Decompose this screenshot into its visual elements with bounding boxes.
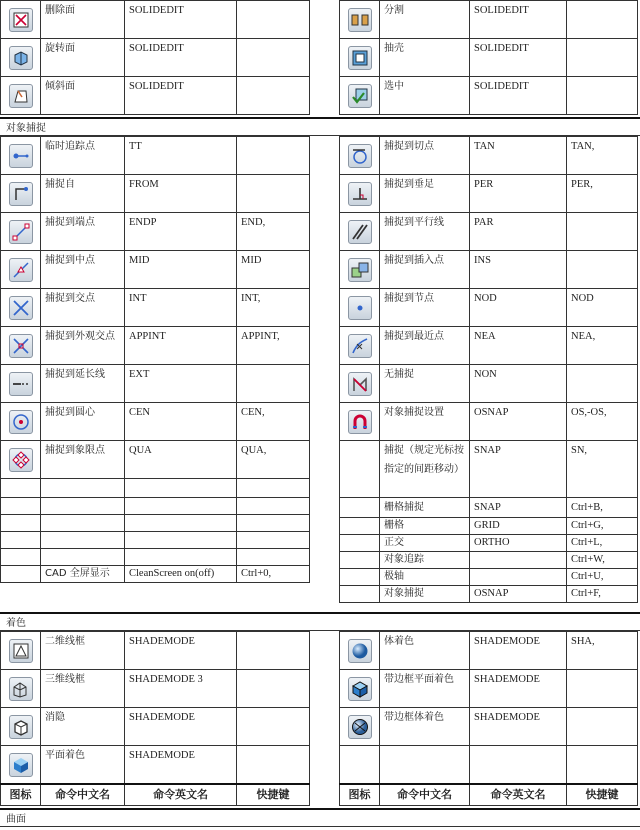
command-en-name: [470, 552, 567, 569]
snap-perpendicular-icon: [348, 182, 372, 206]
icon-cell: [1, 251, 41, 289]
command-en-name: ORTHO: [470, 535, 567, 552]
command-cn-name: [41, 549, 125, 566]
command-table: [339, 136, 638, 603]
shortcut: [237, 39, 310, 77]
command-cn-name: 分割: [380, 1, 470, 39]
table-row: [1, 77, 310, 115]
table-row: [340, 670, 638, 708]
icon-cell: [340, 327, 380, 365]
command-en-name: SHADEMODE: [470, 632, 567, 670]
command-cn-name: 带边框体着色: [380, 708, 470, 746]
table-row: [1, 479, 310, 498]
icon-cell: [340, 670, 380, 708]
command-en-name: [470, 569, 567, 586]
table-row: [340, 327, 638, 365]
icon-cell: [340, 289, 380, 327]
3d-wireframe-icon: [9, 677, 33, 701]
snap-quadrant-icon: [9, 448, 33, 472]
shortcut: APPINT,: [237, 327, 310, 365]
icon-cell: [340, 365, 380, 403]
icon-cell: [340, 708, 380, 746]
column-header: 快捷键: [567, 784, 638, 806]
table-row: [1, 746, 310, 785]
table-row: [1, 670, 310, 708]
icon-cell: [1, 365, 41, 403]
shortcut: NEA,: [567, 327, 638, 365]
table-row: [340, 498, 638, 518]
section-title-shade: 着色: [0, 612, 640, 631]
icon-cell: [1, 403, 41, 441]
shortcut: SN,: [567, 441, 638, 498]
shortcut: [567, 746, 638, 785]
shortcut: [237, 1, 310, 39]
command-en-name: APPINT: [125, 327, 237, 365]
command-cn-name: 极轴: [380, 569, 470, 586]
icon-cell: [340, 518, 380, 535]
temp-track-icon: [9, 144, 33, 168]
shortcut: CEN,: [237, 403, 310, 441]
command-en-name: SHADEMODE 3: [125, 670, 237, 708]
command-cn-name: 倾斜面: [41, 77, 125, 115]
icon-cell: [340, 1, 380, 39]
table-row: [1, 403, 310, 441]
shortcut: [237, 137, 310, 175]
command-en-name: TAN: [470, 137, 567, 175]
icon-cell: [340, 746, 380, 785]
snap-tangent-icon: [348, 144, 372, 168]
command-en-name: SOLIDEDIT: [470, 39, 567, 77]
shortcut: [237, 498, 310, 515]
command-en-name: NON: [470, 365, 567, 403]
command-en-name: SOLIDEDIT: [470, 77, 567, 115]
table-row: [340, 552, 638, 569]
icon-cell: [340, 403, 380, 441]
icon-cell: [1, 746, 41, 785]
shortcut: PER,: [567, 175, 638, 213]
command-en-name: MID: [125, 251, 237, 289]
command-en-name: [125, 479, 237, 498]
icon-cell: [340, 441, 380, 498]
shortcut: Ctrl+W,: [567, 552, 638, 569]
shortcut: TAN,: [567, 137, 638, 175]
icon-cell: [340, 632, 380, 670]
command-cn-name: [41, 479, 125, 498]
icon-cell: [1, 632, 41, 670]
command-cn-name: 对象捕捉: [380, 586, 470, 603]
table-row: [340, 251, 638, 289]
command-cn-name: 捕捉到切点: [380, 137, 470, 175]
snap-parallel-icon: [348, 220, 372, 244]
table-row: [1, 1, 310, 39]
column-header: 命令中文名: [380, 784, 470, 806]
command-en-name: [125, 515, 237, 532]
shortcut: [567, 670, 638, 708]
section-title-osnap: 对象捕捉: [0, 117, 640, 136]
table-row: [340, 746, 638, 785]
icon-cell: [340, 39, 380, 77]
snap-none-icon: [348, 372, 372, 396]
shortcut: Ctrl+0,: [237, 566, 310, 583]
table-row: [340, 137, 638, 175]
command-cn-name: 带边框平面着色: [380, 670, 470, 708]
icon-cell: [340, 213, 380, 251]
command-cn-name: 对象追踪: [380, 552, 470, 569]
osnap-settings-icon: [348, 410, 372, 434]
command-cn-name: 栅格捕捉: [380, 498, 470, 518]
snap-intersection-icon: [9, 296, 33, 320]
command-en-name: INS: [470, 251, 567, 289]
shortcut: INT,: [237, 289, 310, 327]
command-table: [0, 136, 310, 583]
command-cn-name: [41, 532, 125, 549]
check-icon: [348, 84, 372, 108]
flat-edges-icon: [348, 677, 372, 701]
shortcut: Ctrl+F,: [567, 586, 638, 603]
table-row: [340, 518, 638, 535]
shortcut: SHA,: [567, 632, 638, 670]
column-header: 图标: [1, 784, 41, 806]
icon-cell: [1, 1, 41, 39]
command-en-name: SHADEMODE: [470, 708, 567, 746]
table-row: [1, 175, 310, 213]
column-header: 命令英文名: [125, 784, 237, 806]
icon-cell: [1, 515, 41, 532]
snap-apparent-intersection-icon: [9, 334, 33, 358]
command-en-name: EXT: [125, 365, 237, 403]
command-en-name: SNAP: [470, 441, 567, 498]
table-row: [1, 251, 310, 289]
icon-cell: [1, 532, 41, 549]
snap-midpoint-icon: [9, 258, 33, 282]
command-en-name: TT: [125, 137, 237, 175]
icon-cell: [1, 137, 41, 175]
shortcut: [567, 708, 638, 746]
command-en-name: ENDP: [125, 213, 237, 251]
shortcut: [567, 1, 638, 39]
command-en-name: SOLIDEDIT: [470, 1, 567, 39]
shortcut: QUA,: [237, 441, 310, 479]
command-en-name: NOD: [470, 289, 567, 327]
shortcut: [237, 670, 310, 708]
command-cn-name: 平面着色: [41, 746, 125, 785]
command-cn-name: 二维线框: [41, 632, 125, 670]
icon-cell: [340, 251, 380, 289]
command-cn-name: 捕捉到最近点: [380, 327, 470, 365]
command-cn-name: 捕捉到端点: [41, 213, 125, 251]
snap-nearest-icon: [348, 334, 372, 358]
column-header: 快捷键: [237, 784, 310, 806]
table-row: [340, 213, 638, 251]
icon-cell: [1, 213, 41, 251]
snap-node-icon: [348, 296, 372, 320]
command-en-name: INT: [125, 289, 237, 327]
shortcut: [567, 251, 638, 289]
command-cn-name: CAD 全屏显示: [41, 566, 125, 583]
command-en-name: NEA: [470, 327, 567, 365]
icon-cell: [1, 327, 41, 365]
command-en-name: SNAP: [470, 498, 567, 518]
icon-cell: [340, 552, 380, 569]
section-title-surface: 曲面: [0, 808, 640, 827]
command-cn-name: 三维线框: [41, 670, 125, 708]
shortcut: [237, 175, 310, 213]
shortcut: Ctrl+U,: [567, 569, 638, 586]
table-row: [340, 1, 638, 39]
command-en-name: SOLIDEDIT: [125, 39, 237, 77]
icon-cell: [1, 441, 41, 479]
icon-cell: [340, 498, 380, 518]
table-row: [1, 327, 310, 365]
command-en-name: SHADEMODE: [125, 746, 237, 785]
snap-center-icon: [9, 410, 33, 434]
shortcut: Ctrl+L,: [567, 535, 638, 552]
table-row: [1, 708, 310, 746]
table-row: [1, 498, 310, 515]
table-row: [1, 515, 310, 532]
shortcut: Ctrl+G,: [567, 518, 638, 535]
shortcut: [237, 365, 310, 403]
command-cn-name: 捕捉到外观交点: [41, 327, 125, 365]
column-header: 命令中文名: [41, 784, 125, 806]
table-row: [1, 289, 310, 327]
rotate-face-icon: [9, 46, 33, 70]
icon-cell: [1, 39, 41, 77]
shortcut: [237, 746, 310, 785]
command-cn-name: 捕捉到圆心: [41, 403, 125, 441]
table-row: [1, 549, 310, 566]
command-cn-name: 捕捉（规定光标按指定的间距移动）: [380, 441, 470, 498]
gouraud-edges-icon: [348, 715, 372, 739]
command-en-name: SOLIDEDIT: [125, 77, 237, 115]
command-cn-name: [41, 515, 125, 532]
command-cn-name: 正交: [380, 535, 470, 552]
column-header-row: [1, 784, 310, 806]
icon-cell: [340, 77, 380, 115]
icon-cell: [1, 566, 41, 583]
table-row: [340, 289, 638, 327]
gouraud-shaded-icon: [348, 639, 372, 663]
table-row: [1, 213, 310, 251]
table-row: [340, 708, 638, 746]
shortcut: [237, 549, 310, 566]
command-en-name: [470, 746, 567, 785]
column-header-row: [340, 784, 638, 806]
2d-wireframe-icon: [9, 639, 33, 663]
command-table: [0, 0, 310, 115]
table-row: [340, 632, 638, 670]
icon-cell: [1, 175, 41, 213]
icon-cell: [340, 137, 380, 175]
shortcut: [237, 77, 310, 115]
snap-from-icon: [9, 182, 33, 206]
command-cn-name: 消隐: [41, 708, 125, 746]
command-cn-name: [41, 498, 125, 515]
snap-extension-icon: [9, 372, 33, 396]
shortcut: [567, 365, 638, 403]
command-cn-name: 捕捉到平行线: [380, 213, 470, 251]
command-cn-name: 捕捉到象限点: [41, 441, 125, 479]
command-cn-name: 抽壳: [380, 39, 470, 77]
command-cn-name: 捕捉到垂足: [380, 175, 470, 213]
table-row: [1, 365, 310, 403]
table-row: [340, 441, 638, 498]
command-table: [339, 0, 638, 115]
command-cn-name: 无捕捉: [380, 365, 470, 403]
command-cn-name: 临时追踪点: [41, 137, 125, 175]
icon-cell: [1, 670, 41, 708]
command-cn-name: 删除面: [41, 1, 125, 39]
table-row: [340, 403, 638, 441]
command-en-name: CEN: [125, 403, 237, 441]
shortcut: [237, 515, 310, 532]
shortcut: MID: [237, 251, 310, 289]
flat-shaded-icon: [9, 753, 33, 777]
command-cn-name: 捕捉到节点: [380, 289, 470, 327]
table-row: [1, 566, 310, 583]
shell-icon: [348, 46, 372, 70]
shortcut: OS,-OS,: [567, 403, 638, 441]
command-table: [0, 631, 310, 806]
table-row: [1, 441, 310, 479]
shortcut: END,: [237, 213, 310, 251]
snap-endpoint-icon: [9, 220, 33, 244]
separate-icon: [348, 8, 372, 32]
command-en-name: QUA: [125, 441, 237, 479]
command-en-name: SHADEMODE: [125, 632, 237, 670]
delete-face-icon: [9, 8, 33, 32]
command-en-name: SHADEMODE: [125, 708, 237, 746]
column-header: 图标: [340, 784, 380, 806]
command-cn-name: 栅格: [380, 518, 470, 535]
icon-cell: [1, 708, 41, 746]
command-cn-name: [380, 746, 470, 785]
command-cn-name: 捕捉到延长线: [41, 365, 125, 403]
table-row: [340, 365, 638, 403]
command-cn-name: 体着色: [380, 632, 470, 670]
command-en-name: SOLIDEDIT: [125, 1, 237, 39]
icon-cell: [1, 549, 41, 566]
command-en-name: [125, 549, 237, 566]
table-row: [340, 39, 638, 77]
command-en-name: FROM: [125, 175, 237, 213]
shortcut: [237, 708, 310, 746]
table-row: [340, 586, 638, 603]
command-en-name: OSNAP: [470, 403, 567, 441]
icon-cell: [340, 175, 380, 213]
icon-cell: [1, 289, 41, 327]
command-cn-name: 旋转面: [41, 39, 125, 77]
shortcut: [567, 77, 638, 115]
table-row: [1, 632, 310, 670]
shortcut: [237, 632, 310, 670]
command-en-name: [125, 498, 237, 515]
shortcut: [567, 39, 638, 77]
command-en-name: PAR: [470, 213, 567, 251]
icon-cell: [1, 77, 41, 115]
table-row: [340, 175, 638, 213]
table-row: [1, 39, 310, 77]
shortcut: [567, 213, 638, 251]
command-cn-name: 捕捉到交点: [41, 289, 125, 327]
command-cn-name: 选中: [380, 77, 470, 115]
column-header: 命令英文名: [470, 784, 567, 806]
command-en-name: CleanScreen on(off): [125, 566, 237, 583]
command-table: [339, 631, 638, 806]
shortcut: [237, 532, 310, 549]
icon-cell: [340, 569, 380, 586]
command-cn-name: 捕捉自: [41, 175, 125, 213]
command-cn-name: 对象捕捉设置: [380, 403, 470, 441]
table-row: [340, 77, 638, 115]
table-row: [340, 535, 638, 552]
table-row: [1, 532, 310, 549]
command-en-name: GRID: [470, 518, 567, 535]
taper-face-icon: [9, 84, 33, 108]
command-en-name: [125, 532, 237, 549]
command-en-name: SHADEMODE: [470, 670, 567, 708]
snap-insert-icon: [348, 258, 372, 282]
table-row: [1, 137, 310, 175]
command-cn-name: 捕捉到中点: [41, 251, 125, 289]
shortcut: Ctrl+B,: [567, 498, 638, 518]
command-en-name: PER: [470, 175, 567, 213]
command-en-name: OSNAP: [470, 586, 567, 603]
command-cn-name: 捕捉到插入点: [380, 251, 470, 289]
icon-cell: [1, 479, 41, 498]
icon-cell: [340, 586, 380, 603]
hidden-icon: [9, 715, 33, 739]
table-row: [340, 569, 638, 586]
shortcut: NOD: [567, 289, 638, 327]
icon-cell: [340, 535, 380, 552]
icon-cell: [1, 498, 41, 515]
shortcut: [237, 479, 310, 498]
